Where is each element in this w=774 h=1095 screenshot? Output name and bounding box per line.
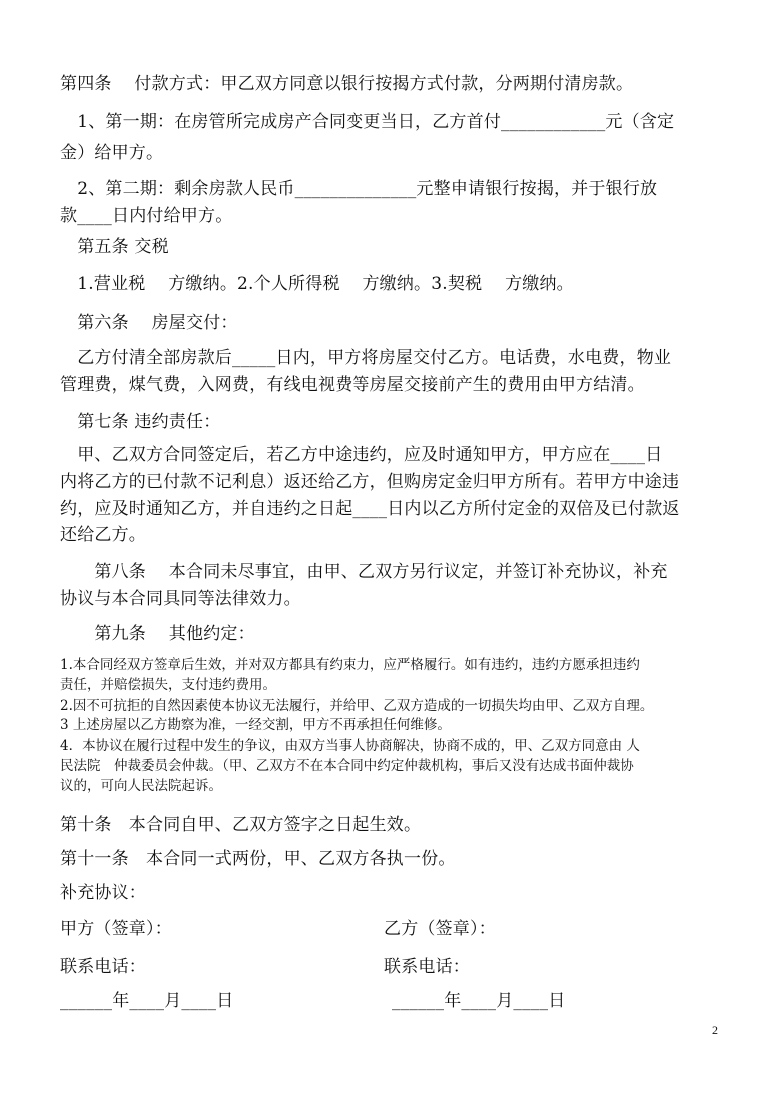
article-9-item-3: 3 上述房屋以乙方勘察为准，一经交割，甲方不再承担任何维修。: [60, 717, 451, 733]
article-9-heading: 第九条 其他约定：: [60, 624, 255, 644]
article-4-heading: 第四条 付款方式：甲乙双方同意以银行按揭方式付款，分两期付清房款。: [60, 74, 634, 94]
article-4-clause-1-line-2: 金）给甲方。: [60, 143, 164, 163]
article-9-item-1-line-1: 1.本合同经双方签章后生效，并对双方都具有约束力，应严格履行。如有违约，违约方愿承担违约: [60, 657, 640, 673]
article-8-line-1: 第八条 本合同未尽事宜，由甲、乙双方另行议定，并签订补充协议，补充: [60, 562, 668, 582]
article-9-item-4-line-3: 议的，可向人民法院起诉。: [60, 778, 222, 794]
article-9-item-4-line-2: 民法院 仲裁委员会仲裁。（甲、乙双方不在本合同中约定仲裁机构，事后又没有达成书面仲裁协: [60, 758, 634, 774]
article-4-clause-1-line-1: 1、第一期：在房管所完成房产合同变更当日，乙方首付____________元（含定: [60, 112, 675, 132]
article-7-body-line-4: 还给乙方。: [60, 525, 146, 545]
article-10: 第十条 本合同自甲、乙双方签字之日起生效。: [60, 815, 422, 835]
article-6-body-line-2: 管理费，煤气费，入网费，有线电视费等房屋交接前产生的费用由甲方结清。: [60, 375, 645, 395]
article-7-body-line-2: 内将乙方的已付款不记利息）返还给乙方，但购房定金归甲方所有。若甲方中途违: [60, 472, 680, 492]
article-6-body-line-1: 乙方付清全部房款后_____日内，甲方将房屋交付乙方。电话费，水电费，物业: [60, 348, 672, 368]
article-9-item-1-line-2: 责任，并赔偿损失，支付违约费用。: [60, 677, 276, 693]
article-5-heading: 第五条 交税: [60, 237, 169, 257]
article-9-item-4-line-1: 4．本协议在履行过程中发生的争议，由双方当事人协商解决，协商不成的，甲、乙双方同意由 人: [60, 738, 640, 754]
article-4-clause-2-line-2: 款____日内付给甲方。: [60, 206, 233, 226]
article-5-taxes: 1.营业税 方缴纳。2.个人所得税 方缴纳。3.契税 方缴纳。: [60, 274, 574, 294]
article-7-body-line-3: 约，应及时通知乙方，并自违约之日起____日内以乙方所付定金的双倍及已付款返: [60, 499, 680, 519]
supplementary-agreement-label: 补充协议：: [60, 883, 146, 903]
article-8-line-2: 协议与本合同具同等法律效力。: [60, 589, 301, 609]
article-6-heading: 第六条 房屋交付：: [60, 313, 238, 333]
party-a-phone-label: 联系电话：: [60, 957, 146, 977]
party-b-signature-label: 乙方（签章）：: [384, 919, 496, 939]
page-number: 2: [712, 1023, 718, 1037]
article-4-clause-2-line-1: 2、第二期：剩余房款人民币______________元整申请银行按揭，并于银行放: [60, 179, 658, 199]
article-11: 第十一条 本合同一式两份，甲、乙双方各执一份。: [60, 849, 456, 869]
party-a-date-line: ______年____月____日: [60, 991, 234, 1011]
party-b-date-line: ______年____月____日: [392, 991, 566, 1011]
article-7-heading: 第七条 违约责任：: [60, 412, 221, 432]
article-9-item-2: 2.因不可抗拒的自然因素使本协议无法履行，并给甲、乙双方造成的一切损失均由甲、乙双方自理。: [60, 698, 654, 714]
party-b-phone-label: 联系电话：: [384, 957, 470, 977]
party-a-signature-label: 甲方（签章）：: [60, 919, 172, 939]
article-7-body-line-1: 甲、乙双方合同签定后，若乙方中途违约，应及时通知甲方，甲方应在____日: [60, 445, 663, 465]
